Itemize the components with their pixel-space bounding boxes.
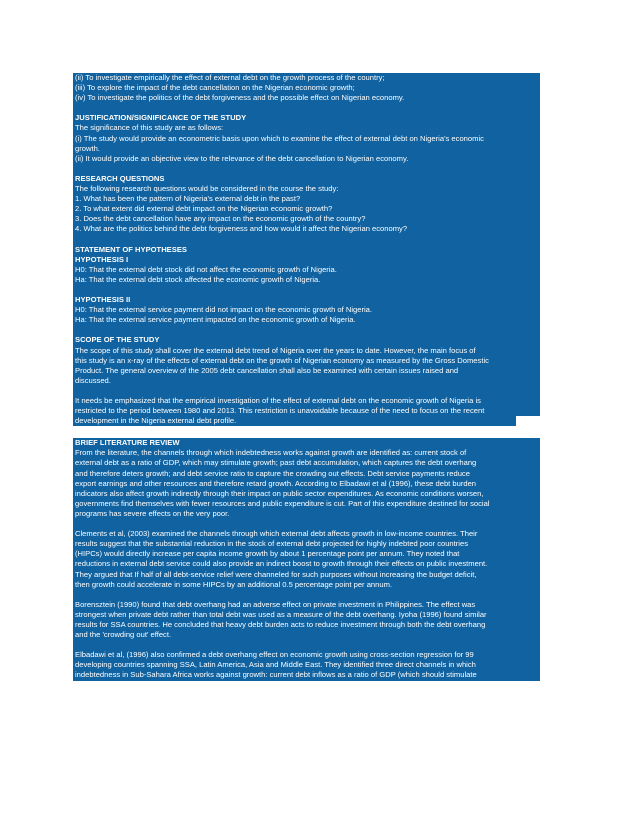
literature-line: governments find themselves with fewer resources and public expenditure is cut. Part of this expenditure destined for social [75,498,490,508]
literature-line: strongest when private debt rather than total debt was used as a measure of the debt overhang. Iyoha (1996) found similar [75,609,487,619]
justification-line: (ii) It would provide an objective view to the relevance of the debt cancellation to Nigerian economy. [75,153,409,163]
research-question-line: 3. Does the debt cancellation have any impact on the economic growth of the country? [75,214,366,224]
objective-line: (ii) To investigate empirically the effect of external debt on the growth process of the country; [75,73,385,82]
literature-line: and the 'crowding out' effect. [75,630,172,640]
literature-line: indicators also affect growth indirectly through their impact on public sector expenditures. As economic conditions worsen, [75,488,484,498]
literature-line: export earnings and other resources and therefore retard growth. According to Elbadawi et al (1996), these debt burden [75,478,477,488]
literature-line: Elbadawi et al, (1996) also confirmed a debt overhang effect on economic growth using cross-section regression for 99 [75,650,474,660]
scope-line: this study is an x-ray of the effects of external debt on the growth of Nigerian economy as measured by the Gross Domestic [75,355,489,365]
literature-line: then growth could accelerate in some HIPCs by an additional 0.5 percentage point per annum. [75,579,393,589]
research-question-line: 4. What are the politics behind the debt forgiveness and how would it affect the Nigerian economy? [75,224,408,234]
highlighted-block-literature [73,438,540,680]
scope-line: restricted to the period between 1980 and 2013. This restriction is unavoidable because of the need to focus on the recent [75,406,485,416]
literature-line: Borensztein (1990) found that debt overhang had an adverse effect on private investment in Philippines. The effect was [75,599,476,609]
document-page [73,73,540,681]
hypotheses-heading: STATEMENT OF HYPOTHESES [75,244,187,254]
literature-line: programs has severe effects on the very poor. [75,508,230,518]
literature-line: They argued that If half of all debt-service relief were channeled for such purposes without increasing the budget deficit, [75,569,477,579]
hypothesis-1-heading: HYPOTHESIS I [75,254,129,264]
scope-line: It needs be emphasized that the empirical investigation of the effect of external debt on the economic growth of Nigeria is [75,396,481,405]
literature-line: Clements et al, (2003) examined the channels through which external debt affects growth in low-income countries. Their [75,529,478,539]
scope-heading: SCOPE OF THE STUDY [75,335,160,345]
hypothesis-line: H0: That the external service payment did not impact on the economic growth of Nigeria. [75,305,373,315]
literature-line: developing countries spanning SSA, Latin America, Asia and Middle East. They identified three direct channels in which [75,660,476,670]
research-question-line: The following research questions would be considered in the course the study: [75,184,339,194]
objective-line: (iii) To explore the impact of the debt cancellation on the Nigerian economic growth; [75,83,355,93]
literature-line: external debt as a ratio of GDP, which may stimulate growth; past debt accumulation, which captures the debt overhang [75,458,477,468]
highlighted-block-scope-end [73,416,516,426]
research-question-line: 1. What has been the pattern of Nigeria's external debt in the past? [75,194,301,204]
literature-heading: BRIEF LITERATURE REVIEW [75,438,180,448]
hypothesis-2-heading: HYPOTHESIS II [75,295,131,305]
justification-line: The significance of this study are as follows: [75,123,224,133]
literature-line: results for SSA countries. He concluded that heavy debt burden acts to reduce investment through both the debt overhang [75,619,486,629]
literature-line: results suggest that the substantial reduction in the stock of external debt projected for highly indebted poor countries [75,539,469,549]
scope-line: Product. The general overview of the 2005 debt cancellation shall also be examined with certain issues raised and [75,365,459,375]
scope-line: The scope of this study shall cover the external debt trend of Nigeria over the years to date. However, the main focus of [75,345,476,355]
justification-heading: JUSTIFICATION/SIGNIFICANCE OF THE STUDY [75,113,247,123]
literature-line: indebtedness in Sub-Sahara Africa works against growth: current debt inflows as a ratio of GDP (which should stimulate [75,670,477,680]
scope-line: development in the Nigeria external debt profile. [75,416,237,426]
literature-line: From the literature, the channels through which indebtedness works against growth are identified as: current stock of [75,448,467,458]
justification-line: growth. [75,143,100,153]
hypothesis-line: Ha: That the external service payment impacted on the economic growth of Nigeria. [75,315,356,325]
scope-line: discussed. [75,375,111,385]
hypothesis-line: Ha: That the external debt stock affected the economic growth of Nigeria. [75,274,321,284]
literature-line: (HIPCs) would directly increase per capita income growth by about 1 percentage point per annum. They noted that [75,549,460,559]
literature-line: reductions in external debt service could also provide an indirect boost to growth through their effects on public investment. [75,559,488,569]
hypothesis-line: H0: That the external debt stock did not affect the economic growth of Nigeria. [75,264,337,274]
highlighted-block-objectives [73,73,540,416]
research-question-line: 2. To what extent did external debt impact on the Nigerian economic growth? [75,204,333,214]
research-questions-heading: RESEARCH QUESTIONS [75,173,165,183]
literature-line: and therefore deters growth; and debt service ratio to capture the crowding out effects. Debt service payments reduce [75,468,470,478]
objective-line: (iv) To investigate the politics of the debt forgiveness and the possible effect on Nigerian economy. [75,93,405,103]
justification-line: (i) The study would provide an econometric basis upon which to examine the effect of external debt on Nigeria's economic [75,133,484,143]
